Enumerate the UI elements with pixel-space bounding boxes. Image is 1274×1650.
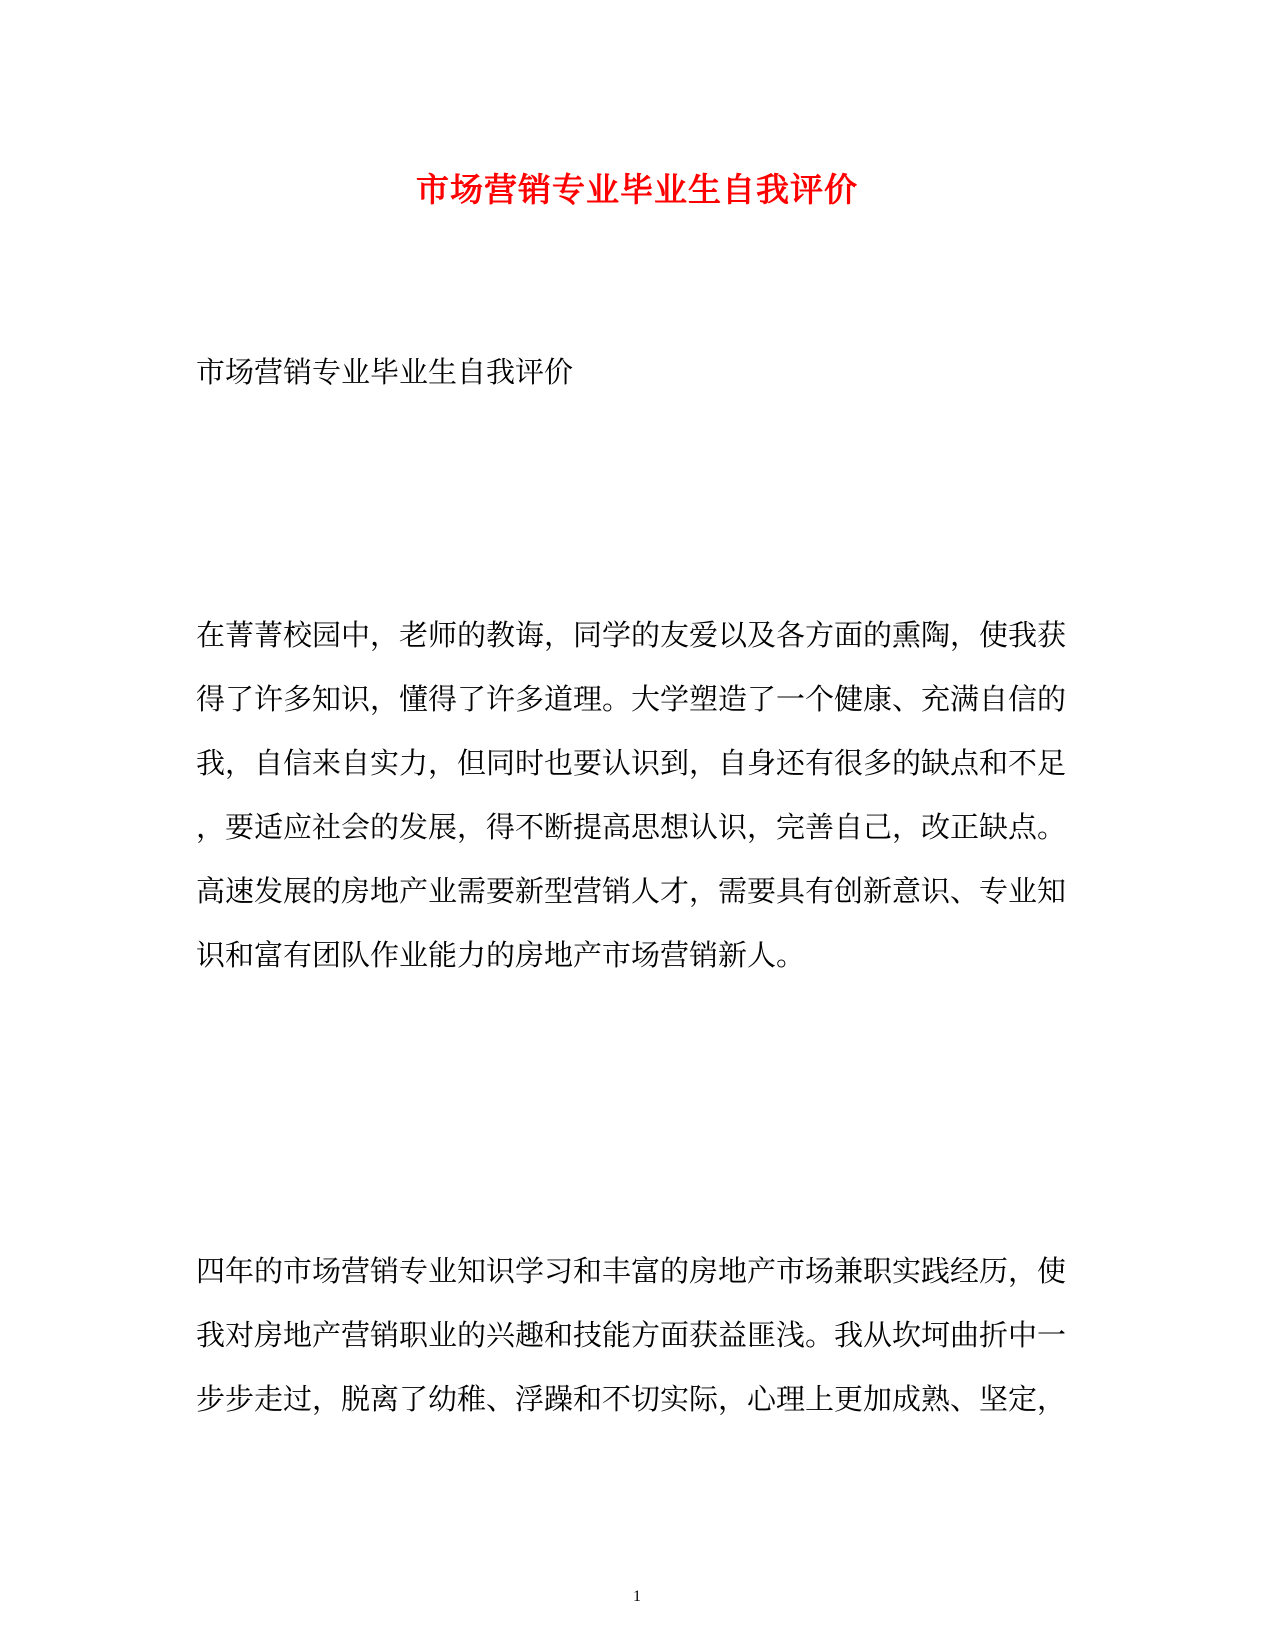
paragraph-line: 识和富有团队作业能力的房地产市场营销新人。 (196, 938, 806, 972)
paragraph-line: 高速发展的房地产业需要新型营销人才，需要具有创新意识、专业知 (196, 874, 1067, 908)
paragraph-line: 在菁菁校园中，老师的教诲，同学的友爱以及各方面的熏陶，使我获 (196, 618, 1067, 652)
paragraph-line: ，要适应社会的发展，得不断提高思想认识，完善自己，改正缺点。 (196, 810, 1067, 844)
document-subtitle: 市场营销专业毕业生自我评价 (196, 355, 574, 389)
paragraph (196, 603, 1076, 987)
paragraph-line: 得了许多知识，懂得了许多道理。大学塑造了一个健康、充满自信的 (196, 682, 1067, 716)
page-number: 1 (633, 1588, 641, 1605)
paragraph-line: 四年的市场营销专业知识学习和丰富的房地产市场兼职实践经历，使 (196, 1254, 1067, 1288)
paragraph-line: 步步走过，脱离了幼稚、浮躁和不切实际，心理上更加成熟、坚定， (196, 1382, 1067, 1416)
document-title: 市场营销专业毕业生自我评价 (416, 170, 858, 209)
paragraph-line: 我，自信来自实力，但同时也要认识到，自身还有很多的缺点和不足 (196, 746, 1067, 780)
paragraph (196, 1239, 1076, 1431)
paragraph-line: 我对房地产营销职业的兴趣和技能方面获益匪浅。我从坎坷曲折中一 (196, 1318, 1067, 1352)
